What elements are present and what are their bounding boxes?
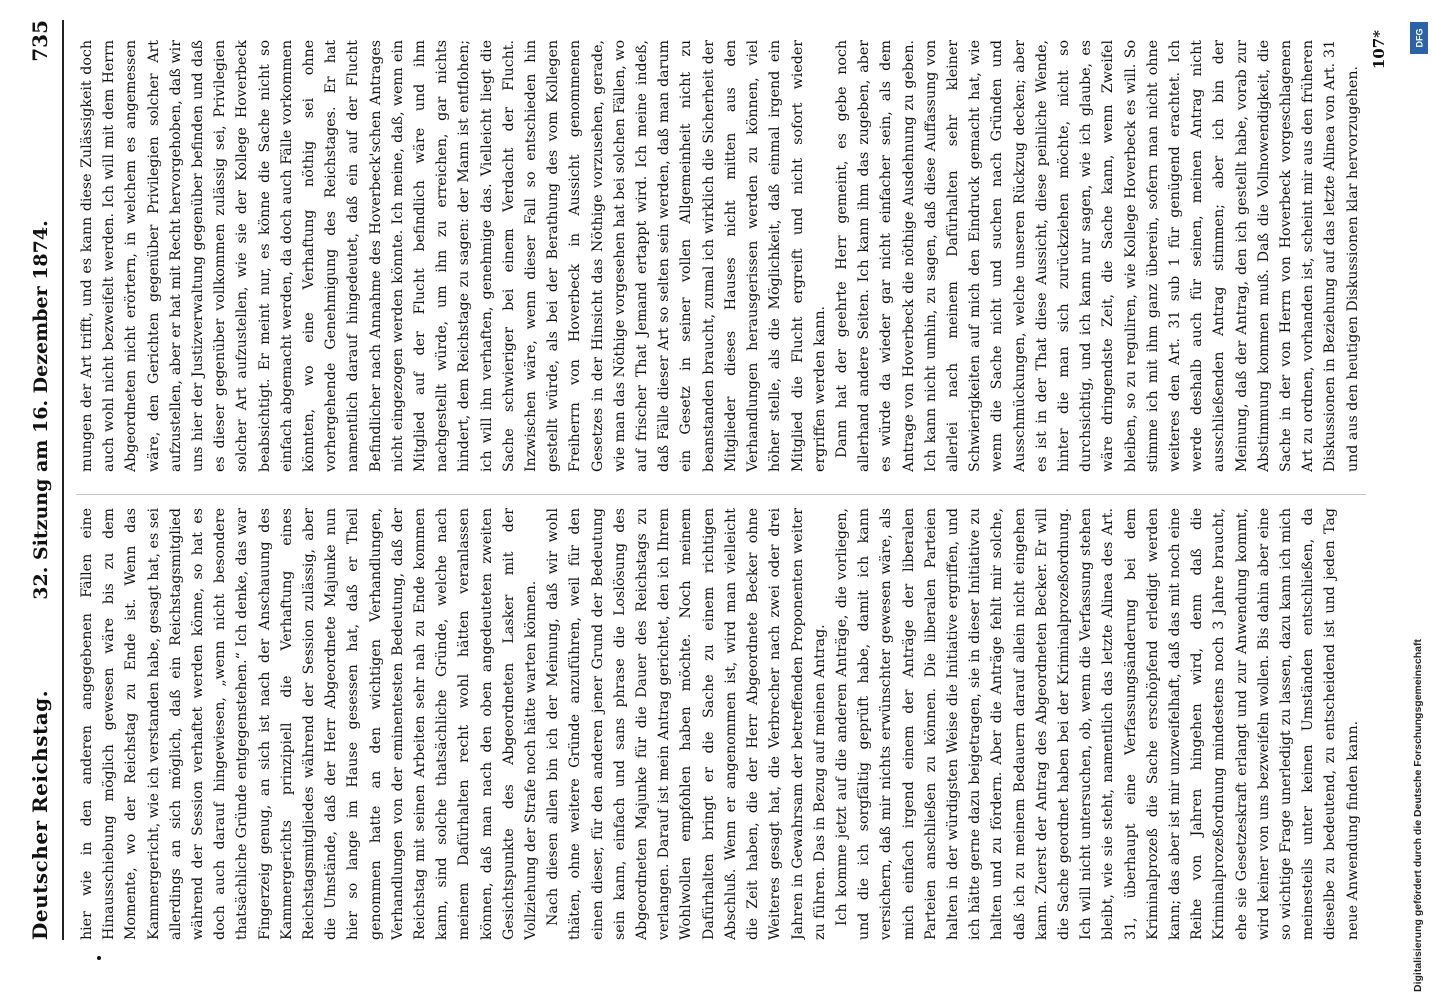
paragraph <box>1364 40 1366 472</box>
paragraph: Ich komme jetzt auf die anderen Anträge, die vorliegen, und die ich sorgfältig geprüft habe, damit ich kann versichern, daß mir nichts erwünschter gewesen wäre, als mich einfach irgend einem der Anträge der liberalen Parteien anschließen zu können. Die liberalen Parteien halten in der würdigsten Weise die Initiative ergriffen, und ich hätte gerne dazu beigetragen, sie in dieser Initiative zu halten und zu fördern. Aber die Anträge fehlt mir solche, daß ich zu meinem Bedauern darauf allein nicht eingehen kann. Zuerst der Antrag des Abgeordneten Becker. Er will die Sache geordnet haben bei der Kriminalprozeßordnung. Ich will nicht untersuchen, ob, wenn die Verfassung stehen bleibt, wie sie steht, namentlich das letzte Alinea des Art. 31, überhaupt eine Verfassungsänderung bei dem Kriminalprozeß die Sache erschöpfend erledigt werden kann; das aber ist mir unzweifelhaft, daß das mit noch eine Reihe von Jahren hingehen wird, denn daß die Kriminalprozeßordnung mindestens noch 3 Jahre braucht, ehe sie Gesetzeskraft erlangt und zur Anwendung kommt, wird keiner von uns bezweifeln wollen. Bis dahin aber eine so wichtige Frage unerledigt zu lassen, dazu kann ich mich meinesteils unter keinen Umständen entschließen, da dieselbe zu bedeutend, zu entscheidend ist und jeden Tag neue Anwendung finden kann. <box>833 508 1361 940</box>
scan-speck <box>97 956 101 960</box>
paragraph: Dann hat der geehrte Herr gemeint, es gebe noch allerhand andere Seiten. Ich kann ihm das zugeben, aber es würde da wieder gar nicht einfacher sein, als dem Antrage von Hoverbeck die nöthige Ausdehnung zu geben. Ich kann nicht umhin, zu sagen, daß diese Auffassung von allerlei nach meinem Dafürhalten sehr kleiner Schwierigkeiten auf mich den Eindruck gemacht hat, wie wenn die Sache nicht und suchen nach Gründen und Ausschmückungen, welche unseren Rückzug decken; aber es ist in der That diese Aussicht, diese peinliche Wende, hinter die man sich zurückziehen möchte, nicht so durchsichtig, und ich kann nur sagen, wie ich glaube, es wäre dringendste Zeit, die Sache kann, wenn Zweifel bleiben, so zu reguliren, wie Kollege Hoverbeck es will. So stimme ich mit ihm ganz überein, sofern man nicht ohne weiteres den Art. 31 sub 1 für genügend erachtet. Ich werde deshalb auch für seinen, meinen Antrag nicht ausschließenden Antrag stimmen; aber ich bin der Meinung, daß der Antrag, den ich gestellt habe, vorab zur Abstimmung kommen muß. Daß die Vollnowendigkeit, die Sache in der von Herrn von Hoverbeck vorgeschlagenen Art zu ordnen, vorhanden ist, scheint mir aus den früheren Diskussionen in Beziehung auf das letzte Alinea von Art. 31 und aus den heutigen Diskussionen klar hervorzugehen. <box>833 40 1361 472</box>
dfg-logo-text: DFG <box>1414 28 1424 48</box>
column-divider <box>76 494 1366 495</box>
sheet-signature: 107* <box>1370 30 1388 70</box>
text-column-left <box>76 508 1366 940</box>
paragraph: Nach diesen allen bin ich der Meinung, daß wir wohl thäten, ohne weitere Gründe anzuführen, weil für den einen dieser, für den anderen jener Grund der Bedeutung sein kann, einfach und sans phrase die Loslösung des Abgeordneten Majunke für die Dauer des Reichstags zu verlangen. Darauf ist mein Antrag gerichtet, den ich Ihrem Wohlwollen empfohlen haben möchte. Noch meinem Dafürhalten bringt er die Sache zu einem richtigen Abschluß. Wenn er angenommen ist, wird man vielleicht die Zeit haben, die der Herr Abgeordnete Becker ohne Weiteres gesagt hat, die Verbrecher nach zwei oder drei Jahren in Gewahrsam der betreffenden Proponenten weiter zu führen. Das in Bezug auf meinen Antrag. <box>545 508 828 940</box>
digitization-credit-text: Digitalisierung gefördert durch die Deutsche Forschungsgemeinschaft <box>1412 639 1424 992</box>
text-column-right <box>76 40 1366 472</box>
paragraph <box>1364 508 1366 940</box>
running-head-title: Deutscher Reichstag. <box>28 689 52 940</box>
running-head <box>22 20 64 940</box>
digitization-credit <box>1408 0 1432 1000</box>
paragraph: mungen der Art trifft, und es kann diese Zulässigkeit doch auch wohl nicht bezweifelt werden. Ich will mit dem Herrn Abgeordneten nicht erörtern, in welchem es angemessen wäre, den Gerichten gegenüber Privilegien solcher Art aufzustellen, aber er hat mit Recht hervorgehoben, daß wir uns hier der Justizverwaltung gegenüber befinden und daß es dieser gegenüber vollkommen zulässig sei, Privilegien solcher Art aufzustellen, wie sie der Kollege Hoverbeck beabsichtigt. Er meint nur, es könne die Sache nicht so einfach abgemacht werden, da doch auch Fälle vorkommen könnten, wo eine Verhaftung nöthig sei ohne vorhergehende Genehmigung des Reichstages. Er hat namentlich darauf hingedeutet, daß ein auf der Flucht Befindlicher nach Annahme des Hoverbeck'schen Antrages nicht eingezogen werden könnte. Ich meine, daß, wenn ein Mitglied auf der Flucht befindlich wäre und ihm nachgestellt würde, um ihn zu erreichen, gar nichts hindert, dem Reichstage zu sagen: der Mann ist entflohen; ich will ihn verhaften, genehmige das. Vielleicht liegt die Sache schwieriger bei einem Verdacht der Flucht. Inzwischen wäre, wenn dieser Fall so entschieden hin gestellt würde, als bei der Berathung des vom Kollegen Freiherrn von Hoverbeck in Aussicht genommenen Gesetzes in der Hinsicht das Nöthige vorzusehen, gerade, wie man das Nöthige vorgesehen hat bei solchen Fällen, wo auf frischer That Jemand ertappt wird. Ich meine indeß, daß Fälle dieser Art so selten sein werden, daß man darum ein Gesetz in seiner vollen Allgemeinheit nicht zu beanstanden braucht, zumal ich wirklich die Sicherheit der Mitglieder dieses Hauses nicht mitten aus den Verhandlungen herausgerissen werden zu können, viel höher stelle, als die Möglichkeit, daß einmal irgend ein Mitglied die Flucht ergreift und nicht sofort wieder ergriffen werden kann. <box>79 40 828 472</box>
paragraph: hier wie in den anderen angegebenen Fällen eine Hinausschiebung möglich gewesen wäre bis zu dem Momente, wo der Reichstag zu Ende ist. Wenn das Kammergericht, wie ich verstanden habe, gesagt hat, es sei allerdings an sich möglich, daß ein Reichstagsmitglied während der Session verhaftet werden könne, so hat es doch auch darauf hingewiesen, „wenn nicht besondere thatsächliche Gründe entgegenstehen.“ Ich denke, das war Fingerzeig genug, an sich ist nach der Anschauung des Kammergerichts prinzipiell die Verhaftung eines Reichstagsmitgliedes während der Session zulässig, aber die Umstände, daß der Herr Abgeordnete Majunke nun hier so lange im Hause gesessen hat, daß er Theil genommen hatte an den wichtigen Verhandlungen, Verhandlungen von der eminentesten Bedeutung, daß der Reichstag mit seinen Arbeiten sehr nah zu Ende kommen kann, sind solche thatsächliche Gründe, welche nach meinem Dafürhalten recht wohl hätten veranlassen können, daß man nach den oben angedeuteten zweiten Gesichtspunkte des Abgeordneten Lasker mit der Vollziehung der Strafe noch hätte warten können. <box>79 508 540 940</box>
page-number: 735 <box>28 20 52 62</box>
running-head-session: 32. Sitzung am 16. Dezember 1874. <box>30 220 52 600</box>
